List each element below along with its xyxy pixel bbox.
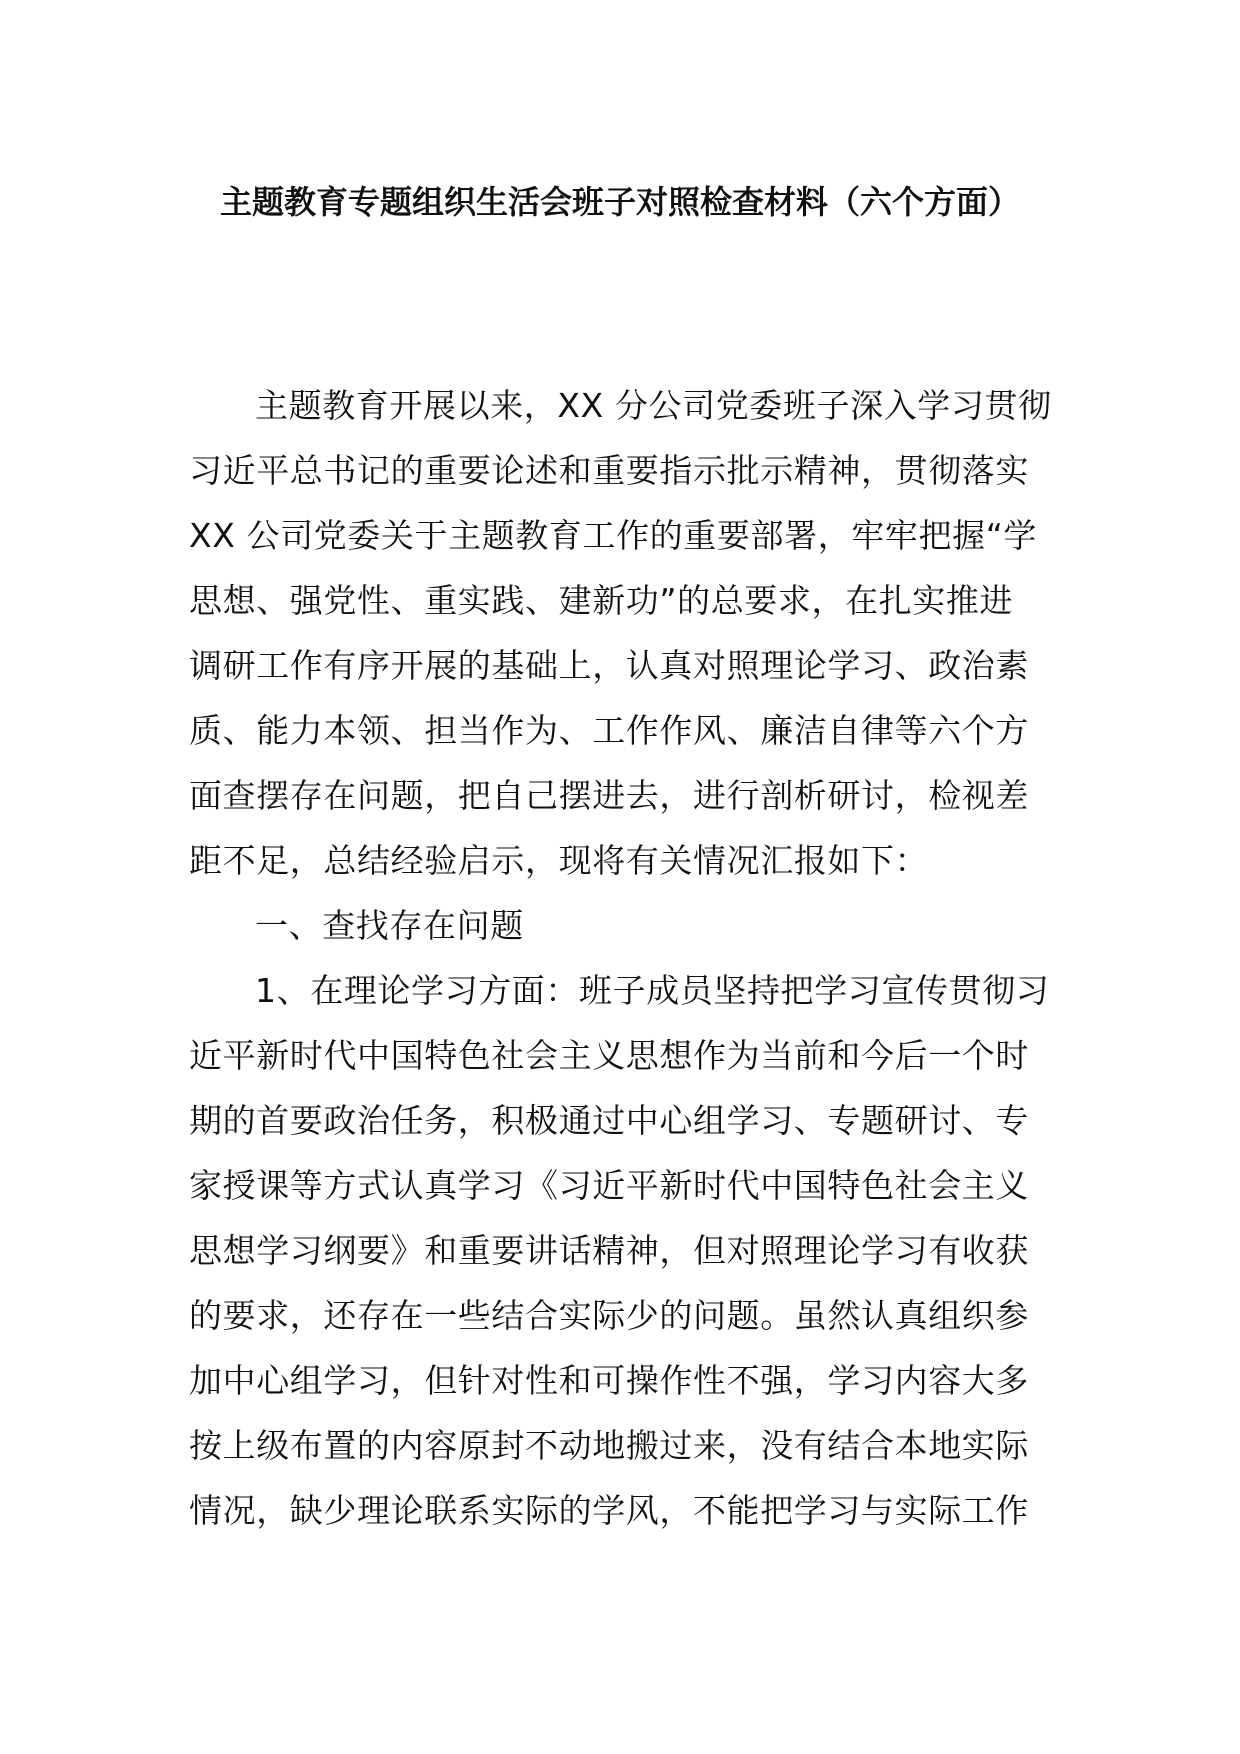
paragraph-line: 近平新时代中国特色社会主义思想作为当前和今后一个时 <box>189 1036 1029 1075</box>
paragraph-line: 思想学习纲要》和重要讲话精神，但对照理论学习有收获 <box>189 1231 1029 1270</box>
paragraph-line: 质、能力本领、担当作为、工作作风、廉洁自律等六个方 <box>189 711 1029 750</box>
paragraph-line: 家授课等方式认真学习《习近平新时代中国特色社会主义 <box>189 1166 1029 1205</box>
paragraph-line: 期的首要政治任务，积极通过中心组学习、专题研讨、专 <box>189 1101 1029 1140</box>
paragraph-line: 的要求，还存在一些结合实际少的问题。虽然认真组织参 <box>189 1296 1029 1335</box>
document-body <box>189 373 1051 1543</box>
paragraph-line: 思想、强党性、重实践、建新功”的总要求，在扎实推进 <box>189 581 1014 620</box>
paragraph-line: 加中心组学习，但针对性和可操作性不强，学习内容大多 <box>189 1361 1029 1400</box>
paragraph-line: 情况，缺少理论联系实际的学风，不能把学习与实际工作 <box>189 1491 1029 1530</box>
paragraph-line: 按上级布置的内容原封不动地搬过来，没有结合本地实际 <box>189 1426 1029 1465</box>
paragraph-line: 距不足，总结经验启示，现将有关情况汇报如下： <box>189 841 929 880</box>
paragraph-line: 主题教育开展以来，XX 分公司党委班子深入学习贯彻 <box>255 386 1052 425</box>
paragraph-line: 1、在理论学习方面：班子成员坚持把学习宣传贯彻习 <box>255 971 1050 1010</box>
paragraph-line: 调研工作有序开展的基础上，认真对照理论学习、政治素 <box>189 646 1029 685</box>
paragraph-line: 习近平总书记的重要论述和重要指示批示精神，贯彻落实 <box>189 451 1029 490</box>
paragraph-line: XX 公司党委关于主题教育工作的重要部署，牢牢把握“学 <box>189 516 1037 555</box>
document-title: 主题教育专题组织生活会班子对照检查材料（六个方面） <box>219 183 1020 221</box>
paragraph-line: 面查摆存在问题，把自己摆进去，进行剖析研讨，检视差 <box>189 776 1029 815</box>
section-heading: 一、查找存在问题 <box>255 906 524 945</box>
